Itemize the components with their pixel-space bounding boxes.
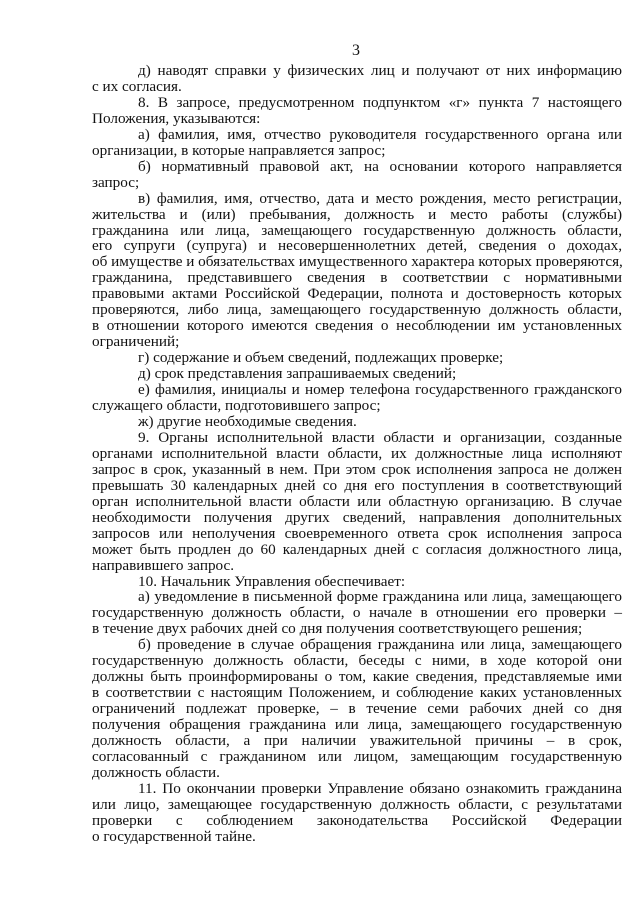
text-line: в соответствии с настоящим Положением, и соблюдение каких установленных [92, 684, 622, 702]
text-line: ограничений подлежат проверке, – в течение семи рабочих дней со дня [92, 700, 622, 718]
paragraph [92, 414, 622, 430]
text-line: организации, в которые направляется запрос; [92, 141, 386, 159]
text-line: е) фамилия, инициалы и номер телефона государственного гражданского [138, 381, 622, 399]
text-line: д) срок представления запрашиваемых сведений; [138, 365, 457, 383]
text-line: об имуществе и обязательствах имущественного характера которых проверяются, [92, 253, 623, 271]
text-line: органами исполнительной власти области, их должностные лица исполняют [92, 444, 622, 462]
text-line: в) фамилия, имя, отчество, дата и место рождения, место регистрации, [138, 189, 622, 207]
text-line: его супруги (супруга) и несовершеннолетних детей, сведения о доходах, [92, 237, 622, 255]
text-line: г) содержание и объем сведений, подлежащих проверке; [138, 349, 504, 367]
text-line: б) проведение в случае обращения гражданина или лица, замещающего [138, 636, 622, 654]
text-line: государственную должность области, беседы с ними, в ходе которой они [92, 652, 622, 670]
text-line: с их согласия. [92, 77, 182, 95]
paragraph [92, 589, 622, 637]
text-line: необходимости получения других сведений, направления дополнительных [92, 508, 622, 526]
paragraph [92, 63, 622, 95]
text-line: д) наводят справки у физических лиц и получают от них информацию [138, 62, 622, 79]
text-line: запросов или неполучения своевременного ответа срок исполнения запроса [92, 524, 622, 542]
text-line: должны быть проинформированы о том, какие сведения, представляемые ими [92, 668, 622, 686]
paragraph [92, 159, 622, 191]
text-line: а) уведомление в письменной форме гражданина или лица, замещающего [138, 588, 622, 606]
paragraph [92, 574, 622, 590]
paragraph [92, 95, 622, 127]
text-line: получения обращения гражданина или лица, замещающего государственную [92, 716, 622, 734]
text-line: Положения, указываются: [92, 109, 261, 127]
text-line: государственную должность области, о начале в отношении его проверки – [92, 604, 622, 622]
text-line: согласованный с гражданином или лицом, замещающим государственную [92, 747, 622, 765]
text-line: может быть продлен до 60 календарных дней с согласия должностного лица, [92, 540, 622, 558]
paragraph [92, 127, 622, 159]
paragraph [92, 191, 622, 351]
text-line: а) фамилия, имя, отчество руководителя государственного органа или [138, 125, 622, 143]
text-line: или лицо, замещающее государственную должность области, с результатами [92, 795, 622, 813]
text-line: должность области. [92, 763, 220, 781]
text-line: орган исполнительной власти области или областную организацию. В случае [92, 492, 622, 510]
text-line: запрос; [92, 173, 140, 191]
text-line: 8. В запросе, предусмотренном подпунктом «г» пункта 7 настоящего [138, 93, 622, 111]
text-line: служащего области, подготовившего запрос; [92, 397, 381, 415]
text-line: запрос в срок, указанный в нем. При этом срок исполнения запроса не должен [92, 460, 622, 478]
document-body [92, 63, 622, 845]
text-line: жительства и (или) пребывания, должность и место работы (службы) [92, 205, 622, 223]
text-line: проверки с соблюдением законодательства Российской Федерации [92, 811, 622, 829]
paragraph [92, 366, 622, 382]
text-line: ж) другие необходимые сведения. [138, 412, 357, 430]
paragraph [92, 382, 622, 414]
text-line: гражданина, представившего сведения в соответствии с нормативными [92, 269, 622, 287]
text-line: 11. По окончании проверки Управление обязано ознакомить гражданина [138, 779, 622, 797]
paragraph [92, 781, 622, 845]
text-line: проверяются, либо лица, замещающего государственную должность области, [92, 301, 622, 319]
text-line: направившего запрос. [92, 556, 235, 574]
text-line: должность области, а при наличии уважительной причины – в срок, [92, 732, 622, 750]
text-line: 9. Органы исполнительной власти области и организации, созданные [138, 428, 622, 446]
paragraph [92, 430, 622, 574]
text-line: о государственной тайне. [92, 827, 256, 845]
text-line: гражданина или лица, замещающего государственную должность области, [92, 221, 622, 239]
page-number: 3 [352, 42, 360, 59]
text-line: в отношении которого имеются сведения о несоблюдении им установленных [92, 317, 622, 335]
text-line: превышать 30 календарных дней со дня его поступления в соответствующий [92, 476, 622, 494]
text-line: правовыми актами Российской Федерации, полнота и достоверность которых [92, 285, 622, 303]
text-line: ограничений; [92, 333, 180, 351]
paragraph [92, 350, 622, 366]
text-line: в течение двух рабочих дней со дня получения соответствующего решения; [92, 620, 583, 638]
text-line: б) нормативный правовой акт, на основании которого направляется [138, 157, 622, 175]
paragraph [92, 637, 622, 781]
text-line: 10. Начальник Управления обеспечивает: [138, 572, 406, 590]
